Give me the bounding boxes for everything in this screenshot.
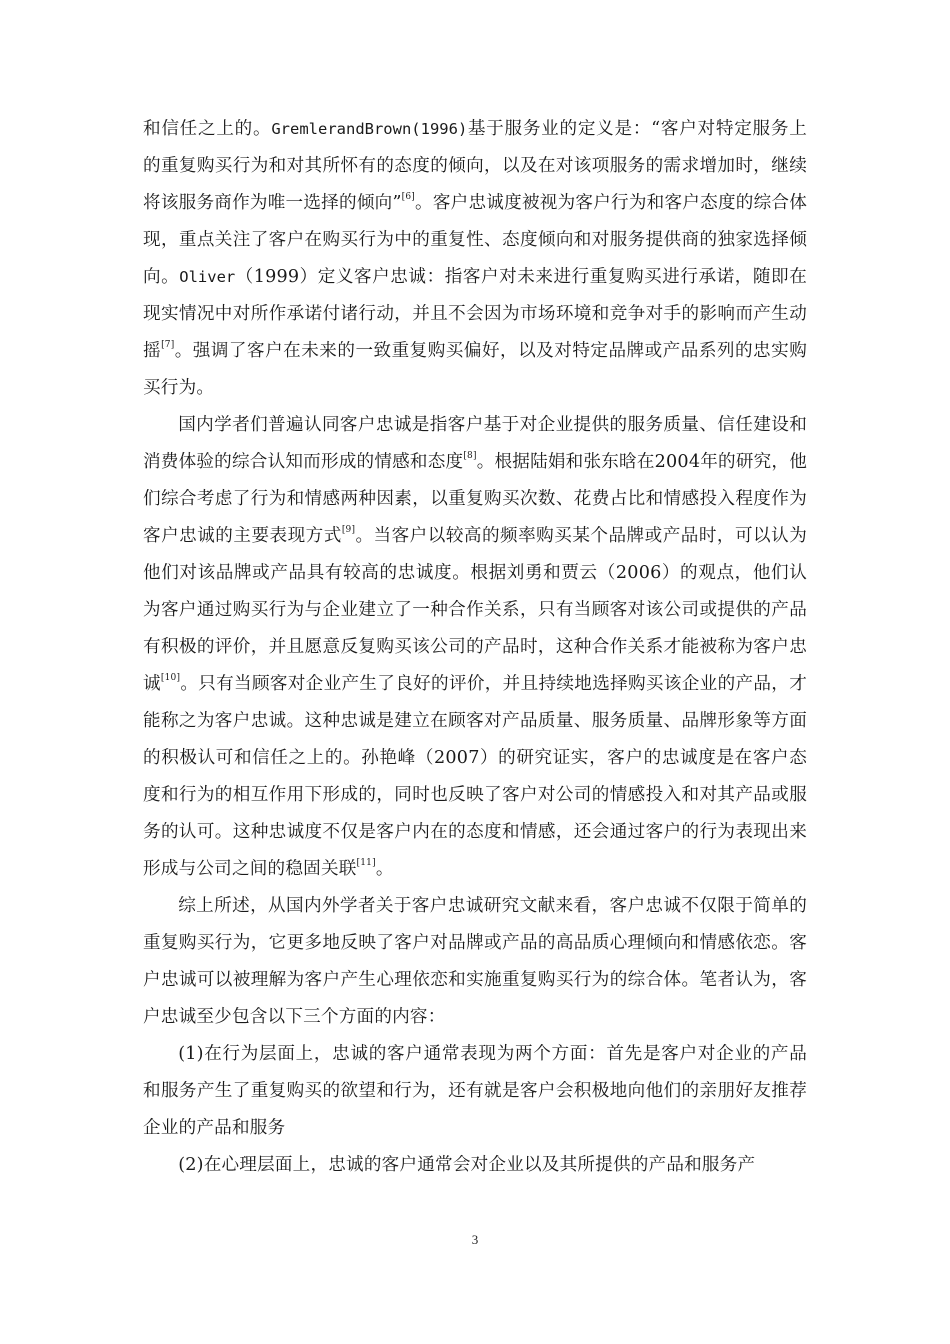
paragraph-4 [143,1036,807,1147]
text-segment: 综上所述，从国内外学者关于客户忠诚研究文献来看，客户忠诚不仅限于简单的重复购买行为，它更多地反映了客户对品牌或产品的高品质心理倾向和情感依恋。客户忠诚可以被理解为客户产生心理依恋和实施重复购买行为的综合体。笔者认为，客户忠诚至少包含以下三个方面的内容： [143,896,807,1027]
text-segment: 。根据陆娟和张东晗在2004年的研究，他们综合考虑了行为和情感两种因素，以重复购买次数、花费占比和情感投入程度作为客户忠诚的主要表现方式 [143,452,807,546]
paragraph-2 [143,407,807,888]
text-segment: 。强调了客户在未来的一致重复购买偏好，以及对特定品牌或产品系列的忠实购买行为。 [143,341,807,398]
text-segment: 。只有当顾客对企业产生了良好的评价，并且持续地选择购买该企业的产品，才能称之为客户忠诚。这种忠诚是建立在顾客对产品质量、服务质量、品牌形象等方面的积极认可和信任之上的。孙艳峰（2007）的研究证实，客户的忠诚度是在客户态度和行为的相互作用下形成的，同时也反映了客户对公司的情感投入和对其产品或服务的认可。这种忠诚度不仅是客户内在的态度和情感，还会通过客户的行为表现出来形成与公司之间的稳固关联 [143,674,807,879]
text-segment: （1999）定义客户忠诚：指客户对未来进行重复购买进行承诺，随即在现实情况中对所作承诺付诸行动，并且不会因为市场环境和竞争对手的影响而产生动摇 [143,267,807,361]
text-segment: 。客户忠诚度被视为客户行为和客户态度的综合体现，重点关注了客户在购买行为中的重复性、态度倾向和对服务提供商的独家选择倾向。 [143,193,808,287]
citation-ref: [7] [161,340,175,351]
text-segment: 和信任之上的。 [143,119,272,139]
paragraph-5 [143,1147,807,1184]
citation-ref: [11] [356,858,376,869]
citation-ref: [9] [341,525,356,536]
text-segment: 。 [375,859,394,879]
citation-ref: [10] [160,673,181,684]
text-segment: GremlerandBrown(1996) [271,120,468,138]
page-number: 3 [471,1232,479,1247]
text-segment: Oliver [179,268,236,286]
text-segment: 国内学者们普遍认同客户忠诚是指客户基于对企业提供的服务质量、信任建设和消费体验的综合认知而形成的情感和态度 [143,415,807,472]
paragraph-3 [143,888,807,1036]
citation-ref: [8] [463,451,477,462]
paragraph-1 [143,111,807,407]
text-segment: 基于服务业的定义是：“客户对特定服务上的重复购买行为和对其所怀有的态度的倾向，以及在对该项服务的需求增加时，继续将该服务商作为唯一选择的倾向” [143,119,808,213]
text-segment: 。当客户以较高的频率购买某个品牌或产品时，可以认为他们对该品牌或产品具有较高的忠诚度。根据刘勇和贾云（2006）的观点，他们认为客户通过购买行为与企业建立了一种合作关系，只有当顾客对该公司或提供的产品有积极的评价，并且愿意反复购买该公司的产品时，这种合作关系才能被称为客户忠诚 [143,526,807,694]
citation-ref: [6] [401,192,416,203]
body-text [143,111,807,1184]
text-segment: (1)在行为层面上，忠诚的客户通常表现为两个方面：首先是客户对企业的产品和服务产生了重复购买的欲望和行为，还有就是客户会积极地向他们的亲朋好友推荐企业的产品和服务 [143,1044,807,1138]
text-segment: (2)在心理层面上，忠诚的客户通常会对企业以及其所提供的产品和服务产 [178,1155,756,1175]
